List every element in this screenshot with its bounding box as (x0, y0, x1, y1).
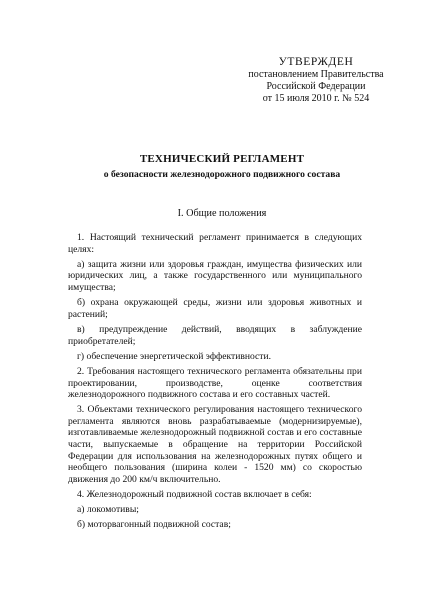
paragraph: а) локомотивы; (77, 504, 139, 516)
paragraph: в) предупреждение действий, вводящих в заблуждение приобретателей; (68, 323, 362, 347)
approval-block (246, 56, 386, 105)
document-title: ТЕХНИЧЕСКИЙ РЕГЛАМЕНТ (139, 153, 305, 165)
paragraph: 3. Объектами технического регулирования настоящего технического регламента являются вновь разрабатываемые (модернизируемые), изготавливаемые железнодорожный подвижной состав и его составные части, выпускаемые в обращение на территории Российской Федерации для использования на железнодорожных путях общего и необщего пользования (ширина колеи - 1520 мм) со скоростью движения до 200 км/ч включительно. (68, 404, 362, 485)
document-body (68, 232, 362, 535)
approval-stamp: УТВЕРЖДЕН (278, 56, 354, 68)
paragraph: 1. Настоящий технический регламент принимается в следующих целях: (68, 232, 362, 255)
approval-line: от 15 июля 2010 г. № 524 (262, 93, 370, 104)
section-heading: I. Общие положения (177, 208, 267, 219)
approval-line: постановлением Правительства (248, 69, 384, 80)
document-subtitle: о безопасности железнодорожного подвижного состава (103, 169, 341, 180)
approval-line: Российской Федерации (266, 81, 366, 92)
paragraph: 4. Железнодорожный подвижной состав включает в себя: (77, 489, 312, 501)
paragraph: а) защита жизни или здоровья граждан, имущества физических или юридических лиц, а также государственного или муниципального имущества; (68, 258, 362, 293)
paragraph: б) охрана окружающей среды, жизни или здоровья животных и растений; (68, 297, 362, 320)
paragraph: 2. Требования настоящего технического регламента обязательны при проектировании, производстве, оценке соответствия железнодорожного подвижного состава и его составных частей. (68, 365, 362, 401)
paragraph: б) моторвагонный подвижной состав; (77, 519, 231, 531)
paragraph: г) обеспечение энергетической эффективности. (77, 350, 272, 362)
